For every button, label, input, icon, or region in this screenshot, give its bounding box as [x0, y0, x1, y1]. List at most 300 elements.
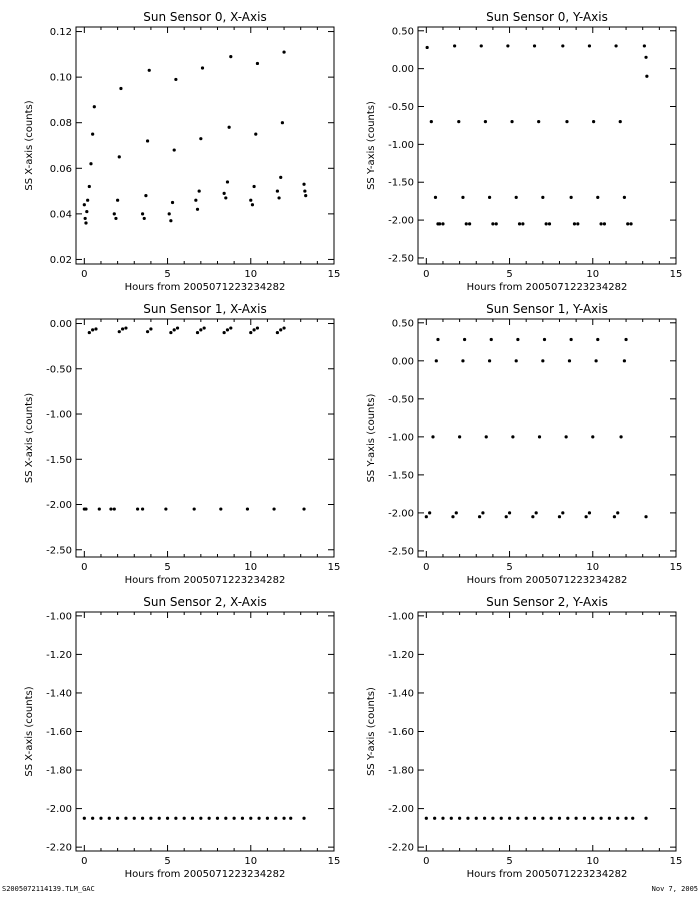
data-point: [146, 139, 149, 142]
data-point: [249, 331, 252, 334]
data-point: [463, 338, 466, 341]
data-point: [216, 817, 219, 820]
data-point: [541, 196, 544, 199]
data-point: [425, 515, 428, 518]
data-point: [543, 338, 546, 341]
y-tick-label: -1.60: [46, 727, 72, 738]
data-point: [256, 62, 259, 65]
data-point: [570, 196, 573, 199]
chart-5: [24, 595, 340, 880]
data-point: [118, 330, 121, 333]
y-tick-label: 0.10: [49, 72, 72, 84]
data-point: [276, 189, 279, 192]
y-axis-label: SS Y-axis (counts): [366, 393, 377, 483]
data-point: [198, 189, 201, 192]
data-point: [249, 817, 252, 820]
data-point: [208, 817, 211, 820]
data-point: [521, 222, 524, 225]
data-point: [279, 328, 282, 331]
y-tick-label: -1.00: [46, 611, 72, 623]
data-point: [199, 817, 202, 820]
data-point: [626, 222, 629, 225]
data-point: [568, 359, 571, 362]
data-point: [475, 817, 478, 820]
chart-6: [366, 595, 682, 880]
data-point: [558, 817, 561, 820]
data-point: [505, 515, 508, 518]
data-point: [585, 515, 588, 518]
y-tick-label: -2.20: [388, 842, 414, 854]
x-axis-label: Hours from 2005071223234282: [124, 575, 286, 586]
data-point: [219, 507, 222, 510]
data-point: [303, 189, 306, 192]
data-point: [233, 817, 236, 820]
chart-title: Sun Sensor 2, Y-Axis: [486, 595, 608, 609]
y-tick-label: 0.50: [391, 26, 414, 38]
data-point: [251, 203, 254, 206]
data-point: [483, 817, 486, 820]
y-axis-label: SS X-axis (counts): [24, 392, 35, 484]
data-point: [561, 511, 564, 514]
data-point: [194, 199, 197, 202]
data-point: [169, 331, 172, 334]
data-point: [148, 69, 151, 72]
y-axis-label: SS X-axis (counts): [24, 100, 35, 191]
y-tick-label: -1.60: [388, 727, 414, 738]
data-point: [229, 326, 232, 329]
data-point: [171, 201, 174, 204]
data-point: [109, 507, 112, 510]
data-point: [141, 507, 144, 510]
data-point: [591, 817, 594, 820]
data-point: [484, 120, 487, 123]
x-tick-label: 10: [586, 269, 600, 280]
data-point: [583, 817, 586, 820]
y-tick-label: -2.00: [46, 804, 72, 816]
x-tick-label: 5: [506, 856, 513, 867]
x-tick-label: 10: [244, 856, 258, 867]
y-tick-label: 0.50: [391, 318, 414, 330]
data-point: [193, 507, 196, 510]
data-point: [441, 817, 444, 820]
chart-title: Sun Sensor 0, X-Axis: [143, 10, 267, 24]
y-tick-label: 0.00: [391, 356, 414, 368]
data-point: [533, 44, 536, 47]
data-point: [565, 120, 568, 123]
x-tick-label: 10: [244, 269, 258, 280]
data-point: [183, 817, 186, 820]
data-point: [257, 817, 260, 820]
data-point: [588, 44, 591, 47]
x-tick-label: 15: [327, 269, 341, 280]
data-point: [168, 212, 171, 215]
data-point: [84, 507, 87, 510]
data-point: [596, 338, 599, 341]
data-point: [478, 515, 481, 518]
data-point: [545, 222, 548, 225]
data-point: [226, 180, 229, 183]
y-tick-label: -2.00: [388, 215, 414, 227]
x-axis-label: Hours from 2005071223234282: [466, 282, 628, 293]
data-point: [643, 44, 646, 47]
data-point: [85, 210, 88, 213]
data-point: [426, 46, 429, 49]
plot-frame: [418, 27, 676, 264]
data-point: [515, 359, 518, 362]
data-point: [629, 222, 632, 225]
data-point: [241, 817, 244, 820]
data-point: [276, 331, 279, 334]
data-point: [599, 817, 602, 820]
data-point: [435, 359, 438, 362]
plot-frame: [76, 319, 334, 557]
x-tick-label: 5: [164, 856, 171, 867]
data-point: [506, 44, 509, 47]
data-point: [619, 435, 622, 438]
data-point: [450, 817, 453, 820]
plot-frame: [76, 612, 334, 851]
data-point: [143, 217, 146, 220]
data-point: [468, 222, 471, 225]
data-point: [302, 183, 305, 186]
data-point: [533, 817, 536, 820]
y-tick-label: 0.00: [391, 64, 414, 76]
data-point: [451, 515, 454, 518]
chart-1: [24, 10, 340, 293]
x-tick-label: 0: [81, 562, 88, 573]
data-point: [88, 331, 91, 334]
y-tick-label: -1.50: [46, 454, 72, 466]
data-point: [124, 326, 127, 329]
data-points: [83, 326, 306, 510]
y-tick-label: -2.00: [388, 804, 414, 816]
data-point: [164, 507, 167, 510]
x-tick-label: 15: [327, 856, 341, 867]
data-point: [428, 511, 431, 514]
data-point: [588, 511, 591, 514]
data-point: [616, 817, 619, 820]
data-point: [113, 212, 116, 215]
data-point: [624, 338, 627, 341]
chart-title: Sun Sensor 1, X-Axis: [143, 302, 267, 316]
data-point: [488, 196, 491, 199]
data-point: [576, 222, 579, 225]
data-point: [304, 194, 307, 197]
data-point: [118, 155, 121, 158]
data-point: [488, 359, 491, 362]
data-point: [282, 817, 285, 820]
data-point: [431, 435, 434, 438]
data-point: [516, 817, 519, 820]
x-tick-label: 10: [586, 562, 600, 573]
data-point: [174, 78, 177, 81]
data-point: [614, 44, 617, 47]
data-point: [461, 196, 464, 199]
data-point: [116, 817, 119, 820]
data-point: [510, 120, 513, 123]
data-point: [515, 196, 518, 199]
x-tick-label: 5: [506, 562, 513, 573]
y-tick-label: -1.50: [388, 470, 414, 482]
data-point: [455, 511, 458, 514]
data-point: [94, 327, 97, 330]
y-tick-label: 0.00: [49, 319, 72, 331]
data-point: [224, 196, 227, 199]
y-tick-label: -0.50: [388, 394, 414, 406]
y-tick-label: 0.06: [49, 163, 72, 175]
x-axis-label: Hours from 2005071223234282: [466, 575, 628, 586]
plot-frame: [76, 27, 334, 264]
x-axis-label: Hours from 2005071223234282: [124, 282, 286, 293]
y-tick-label: -1.80: [46, 765, 72, 777]
data-point: [616, 511, 619, 514]
data-point: [511, 435, 514, 438]
data-point: [433, 817, 436, 820]
data-point: [631, 817, 634, 820]
data-point: [124, 817, 127, 820]
x-tick-label: 0: [423, 269, 430, 280]
y-tick-label: -1.40: [46, 688, 72, 700]
data-point: [516, 338, 519, 341]
data-point: [282, 50, 285, 53]
data-point: [458, 817, 461, 820]
data-point: [430, 120, 433, 123]
y-tick-label: 0.12: [49, 27, 72, 39]
data-point: [173, 148, 176, 151]
data-point: [623, 196, 626, 199]
data-point: [465, 222, 468, 225]
data-points: [83, 817, 306, 820]
y-tick-label: -2.00: [46, 500, 72, 512]
data-point: [592, 120, 595, 123]
data-point: [458, 435, 461, 438]
data-points: [425, 338, 648, 518]
data-point: [613, 515, 616, 518]
data-point: [541, 817, 544, 820]
data-point: [595, 359, 598, 362]
y-tick-label: -2.50: [388, 253, 414, 265]
data-point: [254, 133, 257, 136]
data-point: [228, 126, 231, 129]
data-point: [591, 435, 594, 438]
data-point: [83, 817, 86, 820]
data-point: [438, 222, 441, 225]
data-point: [99, 817, 102, 820]
x-tick-label: 15: [669, 269, 683, 280]
data-point: [548, 222, 551, 225]
data-point: [203, 326, 206, 329]
y-tick-label: -1.40: [388, 688, 414, 700]
y-tick-label: -1.00: [388, 432, 414, 444]
data-point: [176, 326, 179, 329]
data-point: [434, 196, 437, 199]
data-point: [88, 185, 91, 188]
data-point: [599, 222, 602, 225]
y-tick-label: -0.50: [388, 102, 414, 114]
data-point: [173, 328, 176, 331]
data-point: [98, 507, 101, 510]
data-point: [596, 196, 599, 199]
data-point: [436, 338, 439, 341]
data-point: [457, 120, 460, 123]
x-tick-label: 5: [164, 269, 171, 280]
x-axis-label: Hours from 2005071223234282: [466, 869, 628, 880]
data-point: [302, 507, 305, 510]
data-point: [121, 327, 124, 330]
data-point: [558, 515, 561, 518]
y-tick-label: -0.50: [46, 364, 72, 376]
y-tick-label: -1.20: [388, 649, 414, 661]
chart-3: [24, 302, 340, 586]
data-point: [149, 327, 152, 330]
data-point: [93, 105, 96, 108]
data-point: [108, 817, 111, 820]
data-point: [249, 199, 252, 202]
chart-2: [366, 10, 682, 293]
data-point: [91, 328, 94, 331]
x-tick-label: 15: [669, 856, 683, 867]
x-tick-label: 10: [244, 562, 258, 573]
y-tick-label: -2.00: [388, 508, 414, 520]
y-tick-label: -1.00: [388, 611, 414, 623]
data-point: [573, 222, 576, 225]
data-point: [466, 817, 469, 820]
data-point: [89, 162, 92, 165]
data-point: [279, 176, 282, 179]
data-point: [174, 817, 177, 820]
y-tick-label: -2.50: [46, 545, 72, 557]
data-point: [158, 817, 161, 820]
data-point: [495, 222, 498, 225]
data-point: [144, 194, 147, 197]
data-point: [508, 511, 511, 514]
data-point: [566, 817, 569, 820]
data-point: [565, 435, 568, 438]
y-tick-label: -1.50: [388, 177, 414, 189]
data-point: [619, 120, 622, 123]
data-point: [644, 56, 647, 59]
data-point: [541, 359, 544, 362]
data-point: [624, 817, 627, 820]
data-point: [644, 515, 647, 518]
data-point: [644, 817, 647, 820]
data-point: [114, 217, 117, 220]
x-tick-label: 15: [669, 562, 683, 573]
data-point: [575, 817, 578, 820]
data-point: [199, 137, 202, 140]
data-point: [645, 75, 648, 78]
data-point: [608, 817, 611, 820]
data-point: [277, 196, 280, 199]
data-point: [83, 203, 86, 206]
x-tick-label: 5: [506, 269, 513, 280]
data-point: [253, 328, 256, 331]
y-tick-label: 0.08: [49, 118, 72, 130]
chart-title: Sun Sensor 1, Y-Axis: [486, 302, 608, 316]
data-point: [441, 222, 444, 225]
y-tick-label: -1.20: [46, 649, 72, 661]
data-point: [550, 817, 553, 820]
data-point: [253, 185, 256, 188]
x-tick-label: 0: [81, 269, 88, 280]
date-footer: Nov 7, 2005: [651, 885, 698, 893]
data-point: [491, 222, 494, 225]
y-tick-label: -2.20: [46, 842, 72, 854]
y-tick-label: -2.50: [388, 546, 414, 558]
data-point: [485, 435, 488, 438]
x-tick-label: 0: [81, 856, 88, 867]
data-point: [491, 817, 494, 820]
data-point: [149, 817, 152, 820]
x-tick-label: 5: [164, 562, 171, 573]
data-point: [141, 212, 144, 215]
y-axis-label: SS X-axis (counts): [24, 686, 35, 777]
y-tick-label: -1.80: [388, 765, 414, 777]
data-point: [169, 219, 172, 222]
data-point: [196, 331, 199, 334]
data-point: [302, 817, 305, 820]
data-point: [537, 120, 540, 123]
plot-frame: [418, 319, 676, 557]
data-point: [481, 511, 484, 514]
data-point: [535, 511, 538, 514]
y-axis-label: SS Y-axis (counts): [366, 687, 377, 776]
data-point: [226, 328, 229, 331]
data-point: [538, 435, 541, 438]
data-point: [91, 133, 94, 136]
data-point: [191, 817, 194, 820]
x-tick-label: 0: [423, 856, 430, 867]
data-point: [272, 507, 275, 510]
data-point: [223, 331, 226, 334]
data-point: [274, 817, 277, 820]
data-point: [86, 199, 89, 202]
chart-title: Sun Sensor 0, Y-Axis: [486, 10, 608, 24]
y-tick-label: 0.04: [49, 209, 72, 221]
data-point: [453, 44, 456, 47]
data-point: [196, 208, 199, 211]
data-point: [201, 66, 204, 69]
data-point: [623, 359, 626, 362]
data-point: [133, 817, 136, 820]
data-point: [246, 507, 249, 510]
data-point: [136, 507, 139, 510]
data-point: [508, 817, 511, 820]
data-point: [223, 192, 226, 195]
data-point: [229, 55, 232, 58]
data-point: [224, 817, 227, 820]
data-point: [84, 217, 87, 220]
data-point: [525, 817, 528, 820]
data-point: [281, 121, 284, 124]
y-tick-label: -1.00: [46, 409, 72, 421]
data-point: [199, 328, 202, 331]
x-tick-label: 10: [586, 856, 600, 867]
plot-frame: [418, 612, 676, 851]
data-point: [518, 222, 521, 225]
y-tick-label: -1.00: [388, 139, 414, 151]
y-tick-label: 0.02: [49, 254, 72, 266]
data-point: [425, 817, 428, 820]
x-tick-label: 15: [327, 562, 341, 573]
data-point: [146, 330, 149, 333]
data-point: [84, 221, 87, 224]
data-points: [83, 50, 308, 224]
data-points: [426, 44, 649, 225]
data-point: [500, 817, 503, 820]
data-point: [166, 817, 169, 820]
data-point: [603, 222, 606, 225]
